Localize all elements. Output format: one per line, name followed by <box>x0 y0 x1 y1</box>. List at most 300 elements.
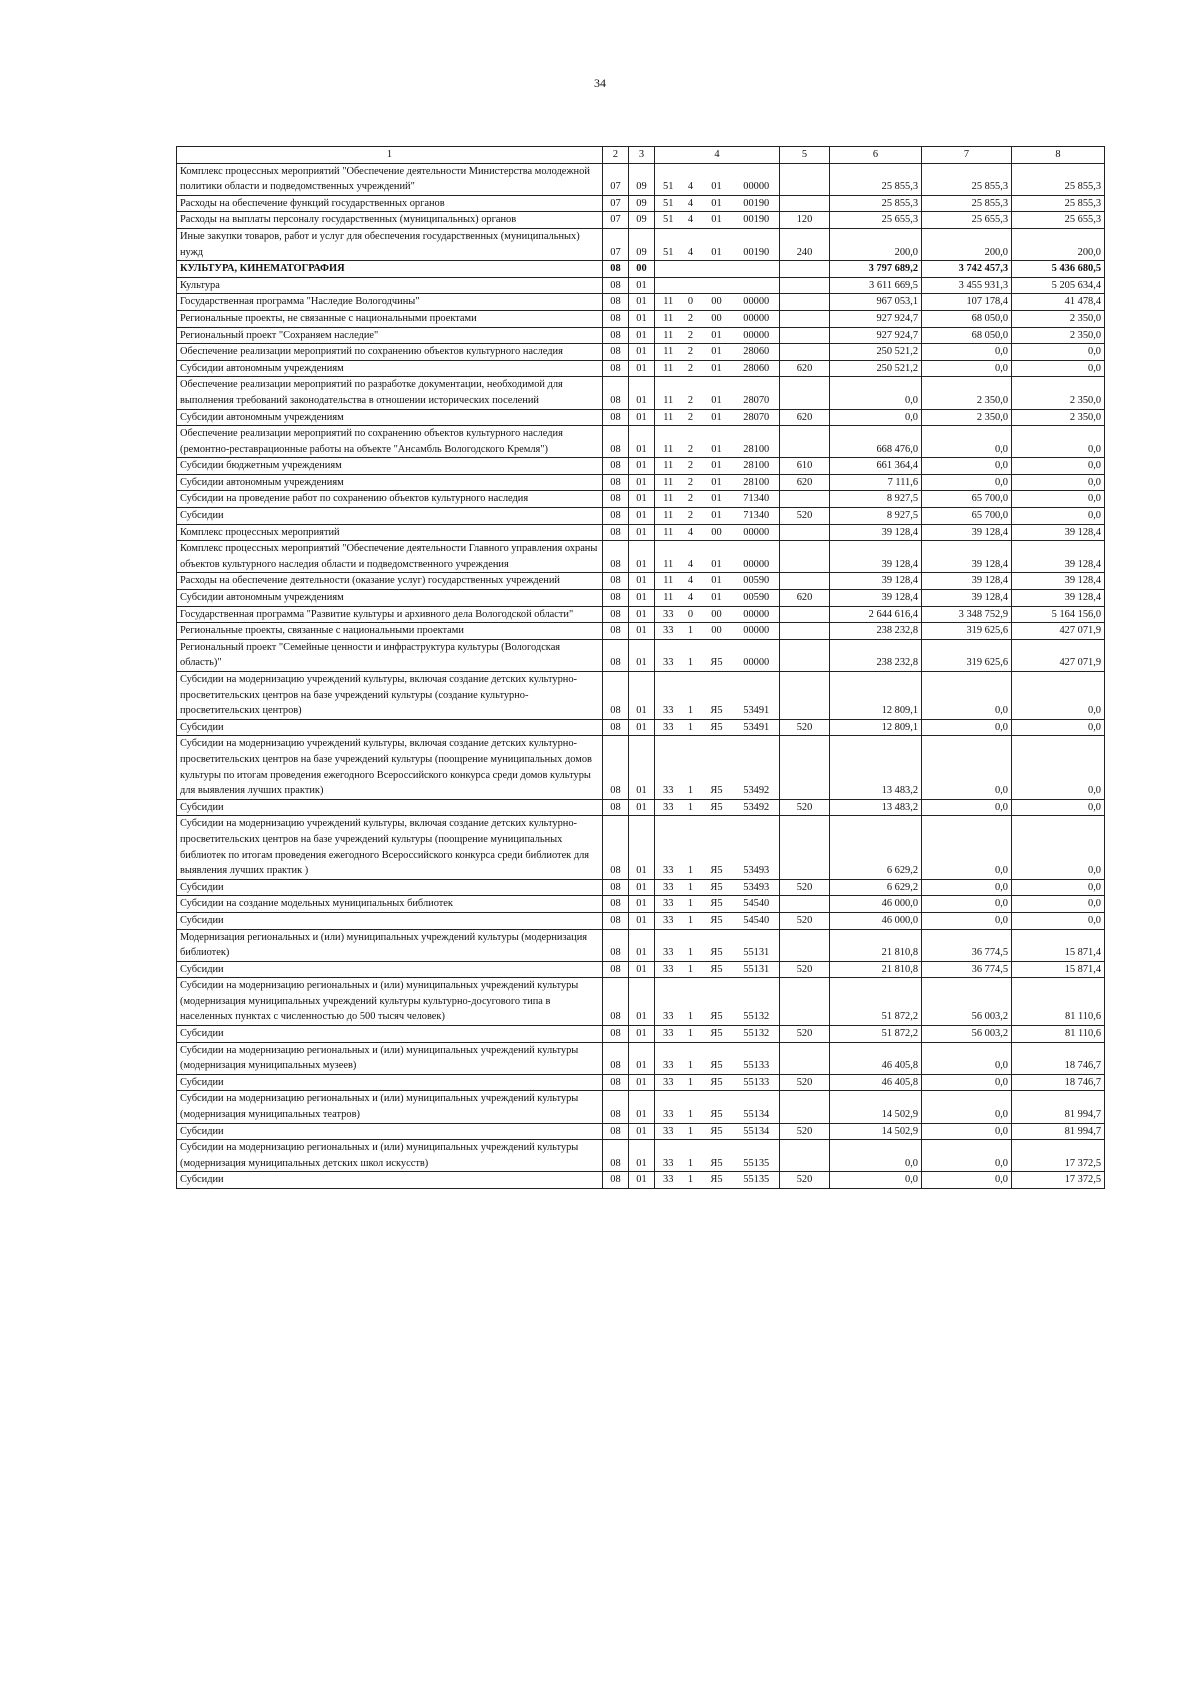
table-row <box>177 163 1105 195</box>
row-code-type: 1 <box>682 929 700 961</box>
row-value-6: 7 111,6 <box>830 474 922 491</box>
row-code-program: 11 <box>655 508 682 525</box>
row-subsection: 01 <box>629 327 655 344</box>
row-code-direction: 71340 <box>734 491 780 508</box>
table-body <box>177 163 1105 1188</box>
row-value-6: 668 476,0 <box>830 426 922 458</box>
row-code-structure: 00 <box>700 524 734 541</box>
row-name: Комплекс процессных мероприятий "Обеспечение деятельности Министерства молодежной политики области и подведомственных учреждений" <box>177 163 603 195</box>
row-code-program: 11 <box>655 377 682 409</box>
table-row <box>177 474 1105 491</box>
row-name: Обеспечение реализации мероприятий по разработке документации, необходимой для выполнения требований законодательства в отношении исторических поселений <box>177 377 603 409</box>
row-expense-type: 520 <box>780 1026 830 1043</box>
row-value-7: 0,0 <box>922 474 1012 491</box>
header-col-2: 2 <box>603 147 629 164</box>
row-value-7: 2 350,0 <box>922 377 1012 409</box>
row-code-program: 11 <box>655 491 682 508</box>
row-code-type: 1 <box>682 672 700 720</box>
row-expense-type: 620 <box>780 360 830 377</box>
row-code-structure: 00 <box>700 294 734 311</box>
header-col-1: 1 <box>177 147 603 164</box>
row-value-6: 21 810,8 <box>830 961 922 978</box>
row-value-8: 39 128,4 <box>1012 541 1105 573</box>
row-code-program: 33 <box>655 672 682 720</box>
row-code-program: 33 <box>655 606 682 623</box>
row-code-direction: 00000 <box>734 163 780 195</box>
header-col-7: 7 <box>922 147 1012 164</box>
table-row <box>177 212 1105 229</box>
row-value-8: 0,0 <box>1012 896 1105 913</box>
row-name: Культура <box>177 277 603 294</box>
table-row <box>177 541 1105 573</box>
row-code-type: 1 <box>682 978 700 1026</box>
row-value-6: 13 483,2 <box>830 799 922 816</box>
row-code-program: 11 <box>655 360 682 377</box>
table-row <box>177 327 1105 344</box>
row-value-6: 3 797 689,2 <box>830 261 922 278</box>
row-section: 08 <box>603 426 629 458</box>
row-code-structure: Я5 <box>700 929 734 961</box>
row-code-direction: 00000 <box>734 524 780 541</box>
table-row <box>177 672 1105 720</box>
table-row <box>177 277 1105 294</box>
row-section: 08 <box>603 623 629 640</box>
row-value-8: 5 436 680,5 <box>1012 261 1105 278</box>
row-code-direction <box>734 277 780 294</box>
row-value-6: 12 809,1 <box>830 719 922 736</box>
row-expense-type <box>780 310 830 327</box>
row-code-direction: 55133 <box>734 1042 780 1074</box>
table-row <box>177 590 1105 607</box>
row-value-8: 0,0 <box>1012 719 1105 736</box>
row-code-program <box>655 261 682 278</box>
row-value-8: 5 205 634,4 <box>1012 277 1105 294</box>
table-row <box>177 816 1105 879</box>
row-value-6: 661 364,4 <box>830 458 922 475</box>
row-expense-type: 120 <box>780 212 830 229</box>
row-subsection: 01 <box>629 1172 655 1189</box>
row-value-6: 8 927,5 <box>830 508 922 525</box>
row-code-program <box>655 277 682 294</box>
table-row <box>177 929 1105 961</box>
row-expense-type <box>780 195 830 212</box>
row-value-8: 18 746,7 <box>1012 1074 1105 1091</box>
row-code-program: 33 <box>655 1026 682 1043</box>
row-expense-type <box>780 261 830 278</box>
table-row <box>177 360 1105 377</box>
row-value-6: 0,0 <box>830 1172 922 1189</box>
row-code-structure: 01 <box>700 228 734 260</box>
row-section: 08 <box>603 978 629 1026</box>
row-value-7: 0,0 <box>922 672 1012 720</box>
row-section: 08 <box>603 912 629 929</box>
row-code-program: 33 <box>655 978 682 1026</box>
row-subsection: 01 <box>629 590 655 607</box>
row-expense-type <box>780 163 830 195</box>
row-expense-type <box>780 524 830 541</box>
table-row <box>177 623 1105 640</box>
row-section: 08 <box>603 524 629 541</box>
row-name: Региональный проект "Сохраняем наследие" <box>177 327 603 344</box>
row-value-8: 0,0 <box>1012 474 1105 491</box>
row-code-program: 51 <box>655 212 682 229</box>
row-value-8: 0,0 <box>1012 816 1105 879</box>
row-value-6: 25 655,3 <box>830 212 922 229</box>
row-code-program: 33 <box>655 929 682 961</box>
table-row <box>177 195 1105 212</box>
row-code-type: 1 <box>682 1042 700 1074</box>
row-expense-type <box>780 491 830 508</box>
row-name: Субсидии на модернизацию учреждений культуры, включая создание детских культурно-просветительских центров на базе учреждений культуры (поощрение муниципальных домов культуры по итогам проведения ежегодного Всероссийского конкурса среди домов культуры для выявления лучших практик) <box>177 736 603 799</box>
row-code-direction: 55132 <box>734 1026 780 1043</box>
row-code-direction: 54540 <box>734 912 780 929</box>
row-section: 08 <box>603 491 629 508</box>
row-code-type: 4 <box>682 212 700 229</box>
row-subsection: 01 <box>629 1091 655 1123</box>
row-code-structure: 01 <box>700 426 734 458</box>
row-value-6: 6 629,2 <box>830 816 922 879</box>
row-value-6: 238 232,8 <box>830 639 922 671</box>
row-code-structure: 01 <box>700 458 734 475</box>
row-code-type: 2 <box>682 360 700 377</box>
row-code-program: 11 <box>655 524 682 541</box>
row-code-type: 4 <box>682 163 700 195</box>
row-subsection: 01 <box>629 961 655 978</box>
row-code-type: 1 <box>682 1026 700 1043</box>
row-expense-type <box>780 327 830 344</box>
row-code-type: 2 <box>682 344 700 361</box>
row-code-direction: 55134 <box>734 1123 780 1140</box>
row-value-7: 65 700,0 <box>922 491 1012 508</box>
row-value-7: 36 774,5 <box>922 961 1012 978</box>
row-code-direction: 28100 <box>734 474 780 491</box>
row-code-structure: Я5 <box>700 799 734 816</box>
row-code-type: 2 <box>682 508 700 525</box>
row-code-structure: Я5 <box>700 978 734 1026</box>
row-code-type: 1 <box>682 912 700 929</box>
row-code-structure: Я5 <box>700 1026 734 1043</box>
row-code-structure: 01 <box>700 508 734 525</box>
row-code-structure: 00 <box>700 310 734 327</box>
row-section: 08 <box>603 360 629 377</box>
row-name: Субсидии на создание модельных муниципальных библиотек <box>177 896 603 913</box>
row-code-direction: 00000 <box>734 327 780 344</box>
row-name: Субсидии автономным учреждениям <box>177 409 603 426</box>
row-section: 08 <box>603 736 629 799</box>
row-value-7: 0,0 <box>922 426 1012 458</box>
row-code-direction: 00590 <box>734 590 780 607</box>
row-section: 08 <box>603 261 629 278</box>
row-value-7: 3 742 457,3 <box>922 261 1012 278</box>
row-name: Субсидии на модернизацию региональных и (или) муниципальных учреждений культуры (модернизация муниципальных учреждений культуры культурно-досугового типа в населенных пунктах с численностью до 500 тысяч человек) <box>177 978 603 1026</box>
row-code-direction: 00590 <box>734 573 780 590</box>
row-subsection: 01 <box>629 912 655 929</box>
table-row <box>177 1042 1105 1074</box>
row-section: 08 <box>603 606 629 623</box>
row-section: 08 <box>603 961 629 978</box>
row-expense-type: 240 <box>780 228 830 260</box>
row-name: Обеспечение реализации мероприятий по сохранению объектов культурного наследия (ремонтно-реставрационные работы на объекте "Ансамбль Вологодского Кремля") <box>177 426 603 458</box>
row-code-type: 1 <box>682 816 700 879</box>
row-subsection: 01 <box>629 474 655 491</box>
row-value-6: 14 502,9 <box>830 1091 922 1123</box>
row-subsection: 01 <box>629 606 655 623</box>
row-section: 08 <box>603 879 629 896</box>
row-section: 08 <box>603 1026 629 1043</box>
row-subsection: 01 <box>629 672 655 720</box>
row-value-7: 319 625,6 <box>922 623 1012 640</box>
row-subsection: 01 <box>629 573 655 590</box>
row-code-direction <box>734 261 780 278</box>
row-section: 08 <box>603 294 629 311</box>
row-subsection: 00 <box>629 261 655 278</box>
row-value-6: 39 128,4 <box>830 573 922 590</box>
header-col-6: 6 <box>830 147 922 164</box>
row-subsection: 01 <box>629 978 655 1026</box>
row-code-type: 0 <box>682 606 700 623</box>
row-code-structure: Я5 <box>700 879 734 896</box>
row-value-8: 2 350,0 <box>1012 409 1105 426</box>
row-section: 07 <box>603 212 629 229</box>
row-value-6: 250 521,2 <box>830 360 922 377</box>
row-expense-type <box>780 672 830 720</box>
row-code-structure <box>700 261 734 278</box>
row-value-8: 0,0 <box>1012 912 1105 929</box>
row-subsection: 01 <box>629 639 655 671</box>
row-code-type: 4 <box>682 228 700 260</box>
row-section: 08 <box>603 1074 629 1091</box>
row-code-structure: Я5 <box>700 1123 734 1140</box>
row-value-7: 39 128,4 <box>922 524 1012 541</box>
row-expense-type: 520 <box>780 912 830 929</box>
row-name: Субсидии <box>177 1026 603 1043</box>
row-code-type: 1 <box>682 961 700 978</box>
row-section: 08 <box>603 1172 629 1189</box>
row-code-direction: 53493 <box>734 879 780 896</box>
row-value-8: 200,0 <box>1012 228 1105 260</box>
row-name: Комплекс процессных мероприятий <box>177 524 603 541</box>
row-value-7: 0,0 <box>922 719 1012 736</box>
row-expense-type: 610 <box>780 458 830 475</box>
row-code-direction: 55135 <box>734 1140 780 1172</box>
row-subsection: 01 <box>629 896 655 913</box>
row-subsection: 01 <box>629 816 655 879</box>
row-section: 08 <box>603 541 629 573</box>
row-name: Субсидии на модернизацию региональных и (или) муниципальных учреждений культуры (модернизация муниципальных музеев) <box>177 1042 603 1074</box>
row-value-7: 0,0 <box>922 816 1012 879</box>
row-code-type: 1 <box>682 1140 700 1172</box>
row-name: Расходы на обеспечение деятельности (оказание услуг) государственных учреждений <box>177 573 603 590</box>
row-subsection: 01 <box>629 458 655 475</box>
row-expense-type: 520 <box>780 1172 830 1189</box>
table-row <box>177 508 1105 525</box>
row-code-program: 33 <box>655 719 682 736</box>
row-section: 07 <box>603 228 629 260</box>
row-value-7: 0,0 <box>922 1042 1012 1074</box>
row-value-7: 0,0 <box>922 344 1012 361</box>
row-value-8: 25 855,3 <box>1012 163 1105 195</box>
budget-table <box>176 146 1105 1189</box>
row-code-program: 33 <box>655 639 682 671</box>
row-code-type <box>682 261 700 278</box>
row-code-type: 2 <box>682 327 700 344</box>
row-expense-type <box>780 736 830 799</box>
row-section: 08 <box>603 590 629 607</box>
row-code-structure: 01 <box>700 590 734 607</box>
row-value-7: 0,0 <box>922 799 1012 816</box>
row-code-direction: 53491 <box>734 672 780 720</box>
row-value-7: 0,0 <box>922 736 1012 799</box>
row-code-direction: 00000 <box>734 639 780 671</box>
row-code-program: 33 <box>655 1074 682 1091</box>
row-code-program: 11 <box>655 474 682 491</box>
row-code-direction: 00190 <box>734 228 780 260</box>
row-section: 07 <box>603 195 629 212</box>
row-value-8: 0,0 <box>1012 344 1105 361</box>
header-col-5: 5 <box>780 147 830 164</box>
row-code-program: 11 <box>655 327 682 344</box>
row-name: Субсидии на модернизацию региональных и (или) муниципальных учреждений культуры (модернизация муниципальных детских школ искусств) <box>177 1140 603 1172</box>
row-value-6: 927 924,7 <box>830 327 922 344</box>
row-name: Субсидии <box>177 719 603 736</box>
row-value-8: 39 128,4 <box>1012 524 1105 541</box>
row-name: Расходы на выплаты персоналу государственных (муниципальных) органов <box>177 212 603 229</box>
row-value-8: 17 372,5 <box>1012 1172 1105 1189</box>
row-expense-type <box>780 623 830 640</box>
row-expense-type <box>780 816 830 879</box>
row-expense-type: 520 <box>780 799 830 816</box>
row-value-8: 15 871,4 <box>1012 929 1105 961</box>
table-row <box>177 912 1105 929</box>
row-subsection: 01 <box>629 409 655 426</box>
row-code-program: 11 <box>655 426 682 458</box>
row-code-program: 11 <box>655 573 682 590</box>
table-row <box>177 896 1105 913</box>
row-value-6: 39 128,4 <box>830 590 922 607</box>
row-value-7: 107 178,4 <box>922 294 1012 311</box>
row-value-8: 39 128,4 <box>1012 590 1105 607</box>
row-value-6: 6 629,2 <box>830 879 922 896</box>
row-code-program: 33 <box>655 1123 682 1140</box>
row-value-8: 81 994,7 <box>1012 1091 1105 1123</box>
row-subsection: 01 <box>629 524 655 541</box>
row-code-structure: Я5 <box>700 736 734 799</box>
row-expense-type: 520 <box>780 879 830 896</box>
row-code-structure: 01 <box>700 360 734 377</box>
row-code-type: 4 <box>682 590 700 607</box>
row-code-type: 2 <box>682 474 700 491</box>
row-value-7: 39 128,4 <box>922 573 1012 590</box>
row-code-type: 4 <box>682 524 700 541</box>
row-name: Модернизация региональных и (или) муниципальных учреждений культуры (модернизация библиотек) <box>177 929 603 961</box>
row-code-structure: 01 <box>700 541 734 573</box>
row-code-type: 1 <box>682 1091 700 1123</box>
row-name: Субсидии на модернизацию региональных и (или) муниципальных учреждений культуры (модернизация муниципальных театров) <box>177 1091 603 1123</box>
row-value-6: 51 872,2 <box>830 1026 922 1043</box>
row-value-6: 200,0 <box>830 228 922 260</box>
row-value-8: 427 071,9 <box>1012 639 1105 671</box>
row-value-7: 39 128,4 <box>922 590 1012 607</box>
row-value-6: 238 232,8 <box>830 623 922 640</box>
row-section: 08 <box>603 573 629 590</box>
row-code-type: 0 <box>682 294 700 311</box>
row-name: Субсидии автономным учреждениям <box>177 590 603 607</box>
row-code-direction: 00000 <box>734 294 780 311</box>
row-value-6: 0,0 <box>830 1140 922 1172</box>
row-code-direction: 53493 <box>734 816 780 879</box>
row-code-structure: 01 <box>700 474 734 491</box>
row-code-structure: 01 <box>700 163 734 195</box>
row-code-structure: Я5 <box>700 1172 734 1189</box>
row-expense-type <box>780 978 830 1026</box>
row-value-8: 18 746,7 <box>1012 1042 1105 1074</box>
row-code-program: 33 <box>655 1140 682 1172</box>
table-row <box>177 1026 1105 1043</box>
row-value-7: 0,0 <box>922 896 1012 913</box>
row-code-direction: 55131 <box>734 929 780 961</box>
row-value-8: 81 994,7 <box>1012 1123 1105 1140</box>
row-code-program: 11 <box>655 458 682 475</box>
row-value-8: 0,0 <box>1012 458 1105 475</box>
row-code-type: 2 <box>682 426 700 458</box>
row-value-6: 0,0 <box>830 377 922 409</box>
row-name: Субсидии <box>177 879 603 896</box>
row-code-program: 33 <box>655 1091 682 1123</box>
row-code-type: 4 <box>682 541 700 573</box>
row-code-type <box>682 277 700 294</box>
row-value-6: 0,0 <box>830 409 922 426</box>
row-subsection: 01 <box>629 623 655 640</box>
row-name: Государственная программа "Развитие культуры и архивного дела Вологодской области" <box>177 606 603 623</box>
row-value-8: 0,0 <box>1012 672 1105 720</box>
row-value-7: 36 774,5 <box>922 929 1012 961</box>
row-code-type: 1 <box>682 1123 700 1140</box>
row-code-direction: 00190 <box>734 212 780 229</box>
table-row <box>177 978 1105 1026</box>
row-code-direction: 71340 <box>734 508 780 525</box>
row-subsection: 01 <box>629 719 655 736</box>
row-code-structure: 01 <box>700 344 734 361</box>
row-code-type: 1 <box>682 1172 700 1189</box>
row-section: 08 <box>603 277 629 294</box>
row-subsection: 01 <box>629 879 655 896</box>
row-code-program: 11 <box>655 409 682 426</box>
row-subsection: 09 <box>629 228 655 260</box>
row-subsection: 01 <box>629 491 655 508</box>
table-row <box>177 879 1105 896</box>
row-code-direction: 00190 <box>734 195 780 212</box>
row-section: 08 <box>603 409 629 426</box>
row-code-structure: 00 <box>700 623 734 640</box>
row-value-7: 2 350,0 <box>922 409 1012 426</box>
row-value-6: 8 927,5 <box>830 491 922 508</box>
row-value-6: 2 644 616,4 <box>830 606 922 623</box>
row-value-8: 0,0 <box>1012 799 1105 816</box>
row-code-direction: 53492 <box>734 736 780 799</box>
row-value-6: 14 502,9 <box>830 1123 922 1140</box>
row-subsection: 01 <box>629 508 655 525</box>
page-number: 34 <box>594 76 606 90</box>
row-value-7: 319 625,6 <box>922 639 1012 671</box>
row-code-program: 51 <box>655 163 682 195</box>
row-expense-type <box>780 573 830 590</box>
row-expense-type: 520 <box>780 1074 830 1091</box>
row-name: Субсидии <box>177 799 603 816</box>
row-code-structure: Я5 <box>700 639 734 671</box>
row-expense-type <box>780 426 830 458</box>
row-section: 08 <box>603 799 629 816</box>
row-expense-type <box>780 1140 830 1172</box>
